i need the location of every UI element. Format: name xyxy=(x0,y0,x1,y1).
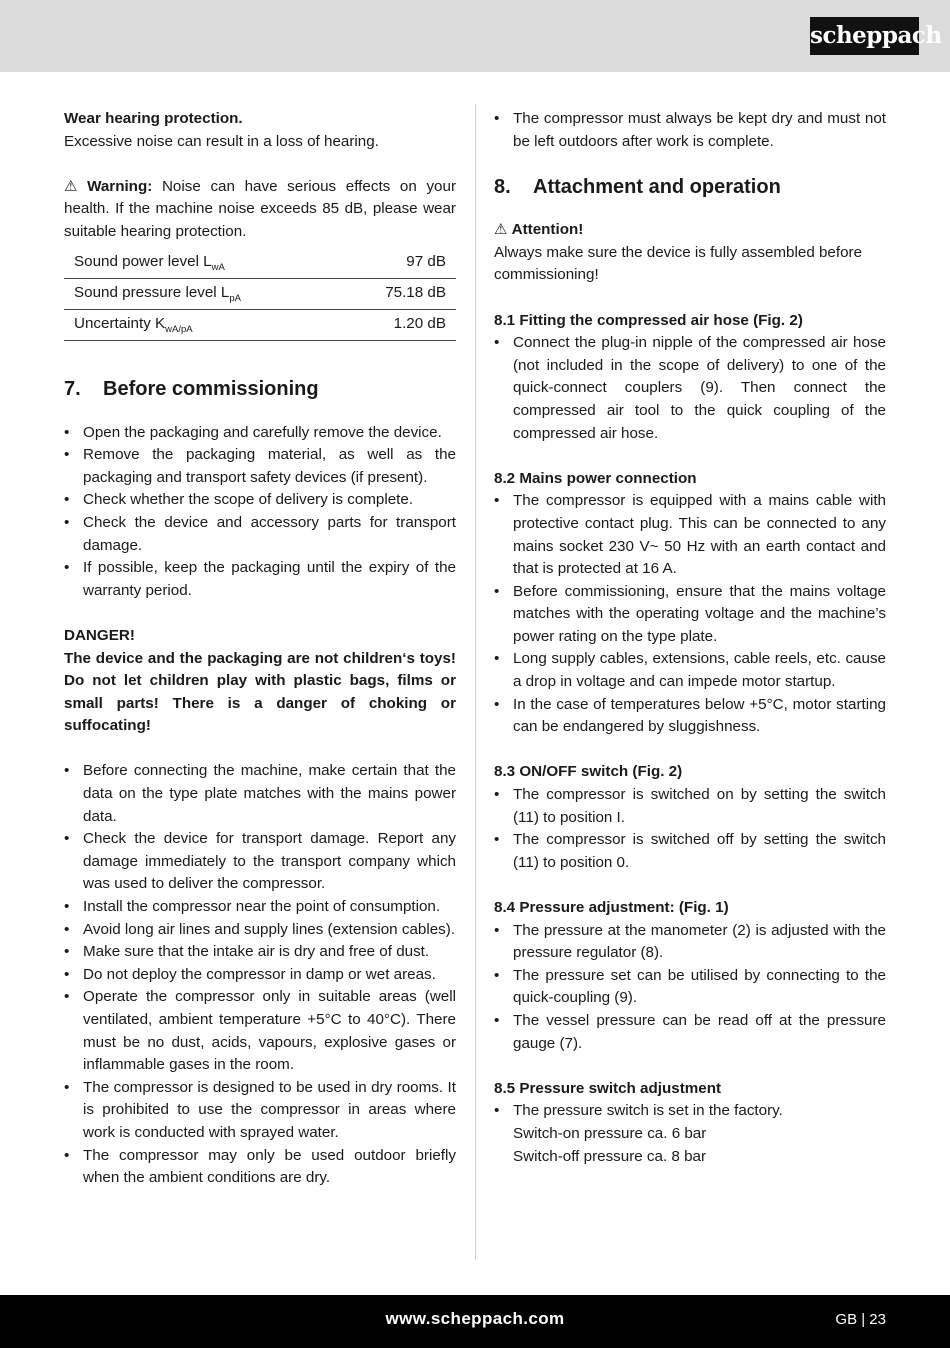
noise-value: 75.18 dB xyxy=(338,278,456,309)
subsection-8-5-title: 8.5 Pressure switch adjustment xyxy=(494,1079,722,1097)
list-item: • The compressor is designed to be used in dry rooms. It is prohibited to use the compressor in areas where work is conducted with sprayed water. xyxy=(64,1077,456,1145)
warning-triangle-icon: ⚠ xyxy=(64,177,84,195)
list-item: • The vessel pressure can be read off at the pressure gauge (7). xyxy=(494,1010,886,1055)
switch-off-pressure: Switch-off pressure ca. 8 bar xyxy=(513,1147,707,1165)
warning-triangle-icon: ⚠ xyxy=(494,221,508,239)
table-row xyxy=(64,309,456,340)
section-8-heading: 8. Attachment and operation xyxy=(494,176,781,199)
list-item: • Check the device for transport damage. Report any damage immediately to the transport company which was used to deliver the compressor. xyxy=(64,828,456,896)
noise-value: 1.20 dB xyxy=(338,309,456,340)
list-item: • The pressure switch is set in the factory. Switch-on pressure ca. 6 bar Switch-off pressure ca. 8 bar xyxy=(494,1100,886,1168)
list-item: • Open the packaging and carefully remove the device. xyxy=(64,422,456,445)
list-item: • Avoid long air lines and supply lines (extension cables). xyxy=(64,919,456,942)
footer-bar xyxy=(0,1295,950,1348)
column-divider xyxy=(475,104,476,1260)
table-row xyxy=(64,248,456,279)
list-item: • The compressor is switched on by setting the switch (11) to position I. xyxy=(494,784,886,829)
subsection-8-3-list xyxy=(494,784,886,874)
page-number: GB | 23 xyxy=(835,1311,886,1328)
noise-table xyxy=(64,248,456,341)
list-item: • Make sure that the intake air is dry and free of dust. xyxy=(64,941,456,964)
danger-title: DANGER! xyxy=(64,626,135,644)
list-item: • The pressure set can be utilised by connecting to the quick-coupling (9). xyxy=(494,965,886,1010)
section-7-heading: 7. Before commissioning xyxy=(64,377,319,400)
warning-text: Noise can have serious effects on your health. If the machine noise exceeds 85 dB, please wear suitable hearing protection. xyxy=(64,177,456,240)
subsection-8-5-list xyxy=(494,1100,886,1168)
subsection-8-2-title: 8.2 Mains power connection xyxy=(494,469,697,487)
table-row xyxy=(64,278,456,309)
right-column xyxy=(494,108,886,1168)
list-item: • The compressor is switched off by setting the switch (11) to position 0. xyxy=(494,829,886,874)
list-item: • Connect the plug-in nipple of the compressed air hose (not included in the scope of delivery) to one of the quick-connect couplers (9). Then connect the compressed air tool to the quick coupling of the compressed air hose. xyxy=(494,332,886,445)
list-item: • If possible, keep the packaging until the expiry of the warranty period. xyxy=(64,557,456,602)
switch-on-pressure: Switch-on pressure ca. 6 bar xyxy=(513,1124,707,1142)
list-item: • The compressor is equipped with a mains cable with protective contact plug. This can be connected to any mains socket 230 V~ 50 Hz with an earth contact and that is protected at 16 A. xyxy=(494,490,886,580)
noise-label: Uncertainty $K_{wA/pA}$ xyxy=(64,309,338,340)
website-link[interactable]: www.scheppach.com xyxy=(385,1309,565,1328)
attention-text: Always make sure the device is fully assembled before commissioning! xyxy=(494,243,863,284)
danger-text: The device and the packaging are not children‘s toys! Do not let children play with plastic bags, films or small parts! There is a danger of choking or suffocating! xyxy=(64,649,456,735)
subsection-8-3-title: 8.3 ON/OFF switch (Fig. 2) xyxy=(494,763,683,781)
noise-warning xyxy=(64,176,456,244)
list-item: • Check the device and accessory parts for transport damage. xyxy=(64,512,456,557)
list-item: • Long supply cables, extensions, cable reels, etc. cause a drop in voltage and can impede motor startup. xyxy=(494,648,886,693)
list-item: • Before commissioning, ensure that the mains voltage matches with the operating voltage and the machine’s power rating on the type plate. xyxy=(494,581,886,649)
before-commissioning-list xyxy=(64,422,456,603)
subsection-8-1-list xyxy=(494,332,886,445)
list-item: • Remove the packaging material, as well as the packaging and transport safety devices (if present). xyxy=(64,444,456,489)
subsection-8-1-title: 8.1 Fitting the compressed air hose (Fig. 2) xyxy=(494,311,803,329)
warning-label: Warning: xyxy=(87,177,153,195)
dry-storage-list xyxy=(494,108,886,153)
subsection-8-4-list xyxy=(494,920,886,1056)
list-item: • Operate the compressor only in suitable areas (well ventilated, ambient temperature +5°C to 40°C). There must be no dust, acids, vapours, explosive gases or inflammable gases in the room. xyxy=(64,986,456,1076)
brand-logo: scheppach xyxy=(810,17,919,55)
noise-label: Sound pressure level $L_{pA}$ xyxy=(64,278,338,309)
list-item: • In the case of temperatures below +5°C, motor starting can be endangered by sluggishness. xyxy=(494,694,886,739)
noise-label: Sound power level $L_{wA}$ xyxy=(64,248,338,279)
installation-list xyxy=(64,760,456,1189)
noise-value: 97 dB xyxy=(338,248,456,279)
subsection-8-2-list xyxy=(494,490,886,739)
list-item: • Check whether the scope of delivery is complete. xyxy=(64,489,456,512)
left-column xyxy=(64,108,456,1190)
hearing-protection-title: Wear hearing protection. xyxy=(64,110,243,127)
list-item: • The compressor must always be kept dry and must not be left outdoors after work is complete. xyxy=(494,108,886,153)
list-item: • Before connecting the machine, make certain that the data on the type plate matches with the mains power data. xyxy=(64,760,456,828)
list-item: • The pressure at the manometer (2) is adjusted with the pressure regulator (8). xyxy=(494,920,886,965)
list-item: • The compressor may only be used outdoor briefly when the ambient conditions are dry. xyxy=(64,1145,456,1190)
list-item: • Install the compressor near the point of consumption. xyxy=(64,896,456,919)
header-bar xyxy=(0,0,950,72)
hearing-protection-text: Excessive noise can result in a loss of hearing. xyxy=(64,132,379,150)
list-item: • Do not deploy the compressor in damp or wet areas. xyxy=(64,964,456,987)
subsection-8-4-title: 8.4 Pressure adjustment: (Fig. 1) xyxy=(494,899,729,916)
attention-label: ⚠ Attention! xyxy=(494,221,584,239)
